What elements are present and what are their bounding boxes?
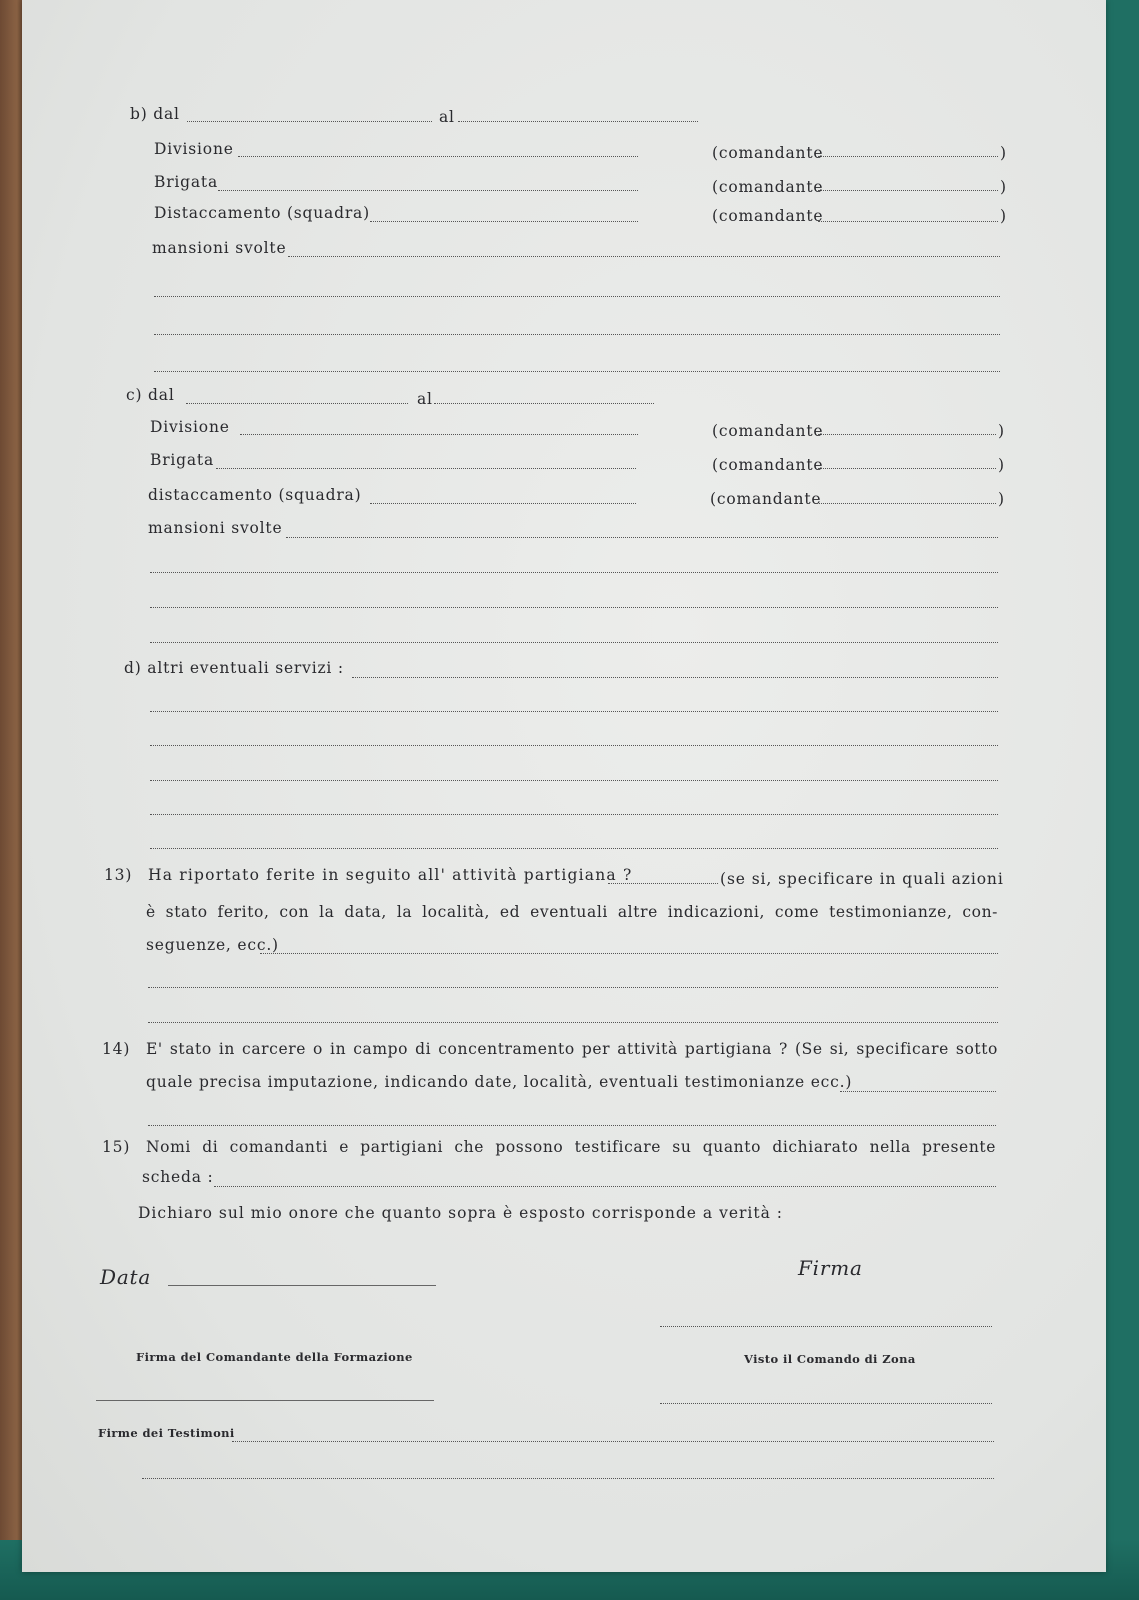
section-b-divisione-label: Divisione <box>154 140 234 158</box>
section-b-comandante-3: (comandante <box>712 207 824 225</box>
data-label: Data <box>100 1265 152 1289</box>
section-d-line[interactable] <box>150 745 998 746</box>
testimoni-line[interactable] <box>142 1478 994 1479</box>
section-b-comandante-2-field[interactable] <box>818 190 998 191</box>
q13-field[interactable] <box>260 953 998 954</box>
section-b-comandante-3-field[interactable] <box>818 221 998 222</box>
testimoni-label: Firme dei Testimoni <box>98 1426 235 1440</box>
section-c-line[interactable] <box>150 572 998 573</box>
q13-line2: è stato ferito, con la data, la località, ed eventuali altre indicazioni, come testimonianze, con- <box>146 903 998 921</box>
section-c-comandante-1-field[interactable] <box>818 434 996 435</box>
q15-number: 15) <box>102 1138 131 1156</box>
section-c-al-field[interactable] <box>434 403 654 404</box>
comandante-formazione-field[interactable] <box>96 1400 434 1401</box>
section-b-dal-field[interactable] <box>187 121 432 122</box>
q14-line[interactable] <box>148 1125 996 1126</box>
data-field[interactable] <box>168 1285 436 1286</box>
section-b-mansioni-label: mansioni svolte <box>152 239 287 257</box>
q13-number: 13) <box>104 866 133 884</box>
q15-line2: scheda : <box>142 1168 214 1186</box>
section-b-brigata-label: Brigata <box>154 173 218 191</box>
q13-line3: seguenze, ecc.) <box>146 936 279 954</box>
section-b-al-field[interactable] <box>458 121 698 122</box>
section-c-mansioni-field[interactable] <box>286 537 998 538</box>
q14-number: 14) <box>102 1040 131 1058</box>
q13-line[interactable] <box>148 1022 998 1023</box>
q13-line1-b: (se si, specificare in quali azioni <box>720 870 1004 888</box>
section-c-line[interactable] <box>150 607 998 608</box>
section-b-divisione-field[interactable] <box>238 156 638 157</box>
section-c-mansioni-label: mansioni svolte <box>148 519 283 537</box>
firma-field[interactable] <box>660 1326 992 1327</box>
section-b-distaccamento-label: Distaccamento (squadra) <box>154 204 370 222</box>
section-b-line[interactable] <box>154 296 1000 297</box>
section-b-mansioni-field[interactable] <box>288 256 1000 257</box>
paren: ) <box>1000 144 1007 162</box>
q13-line[interactable] <box>148 987 998 988</box>
section-c-al-label: al <box>417 390 433 408</box>
section-b-distaccamento-field[interactable] <box>370 221 638 222</box>
paren: ) <box>998 490 1005 508</box>
section-d-line[interactable] <box>150 848 998 849</box>
section-d-line[interactable] <box>150 814 998 815</box>
section-c-comandante-1: (comandante <box>712 422 824 440</box>
section-c-brigata-label: Brigata <box>150 451 214 469</box>
section-c-comandante-3: (comandante <box>710 490 822 508</box>
section-c-divisione-label: Divisione <box>150 418 230 436</box>
section-c-divisione-field[interactable] <box>240 434 638 435</box>
q14-field[interactable] <box>840 1091 996 1092</box>
paren: ) <box>1000 207 1007 225</box>
section-c-line[interactable] <box>150 642 998 643</box>
section-c-dal-label: c) dal <box>126 386 175 404</box>
section-c-distaccamento-field[interactable] <box>370 503 636 504</box>
q14-line2: quale precisa imputazione, indicando date, località, eventuali testimonianze ecc.) <box>146 1073 853 1091</box>
q13-answer-field[interactable] <box>608 883 718 884</box>
firma-label: Firma <box>798 1256 863 1280</box>
section-b-dal-label: b) dal <box>130 105 180 123</box>
section-b-comandante-2: (comandante <box>712 178 824 196</box>
q14-line1: E' stato in carcere o in campo di concentramento per attività partigiana ? (Se si, specificare sotto <box>146 1040 998 1058</box>
declaration-text: Dichiaro sul mio onore che quanto sopra è esposto corrisponde a verità : <box>138 1204 783 1222</box>
comando-zona-label: Visto il Comando di Zona <box>744 1352 916 1366</box>
section-b-brigata-field[interactable] <box>218 190 638 191</box>
form-sheet <box>22 0 1106 1572</box>
section-d-label: d) altri eventuali servizi : <box>124 659 344 677</box>
section-b-comandante-1: (comandante <box>712 144 824 162</box>
paren: ) <box>1000 178 1007 196</box>
section-d-line[interactable] <box>150 780 998 781</box>
section-d-line[interactable] <box>150 711 998 712</box>
comandante-formazione-label: Firma del Comandante della Formazione <box>136 1350 413 1364</box>
section-b-line[interactable] <box>154 334 1000 335</box>
q15-field[interactable] <box>214 1186 996 1187</box>
section-c-dal-field[interactable] <box>186 403 408 404</box>
section-b-line[interactable] <box>154 371 1000 372</box>
paren: ) <box>998 422 1005 440</box>
testimoni-field[interactable] <box>232 1441 994 1442</box>
q13-line1-a: Ha riportato ferite in seguito all' attività partigiana ? <box>148 866 633 884</box>
section-c-comandante-2-field[interactable] <box>818 468 996 469</box>
section-c-distaccamento-label: distaccamento (squadra) <box>148 486 362 504</box>
section-b-comandante-1-field[interactable] <box>818 156 998 157</box>
section-b-al-label: al <box>439 108 455 126</box>
section-d-field[interactable] <box>352 677 998 678</box>
section-c-comandante-3-field[interactable] <box>816 503 996 504</box>
section-c-brigata-field[interactable] <box>216 468 636 469</box>
section-c-comandante-2: (comandante <box>712 456 824 474</box>
paren: ) <box>998 456 1005 474</box>
comando-zona-field[interactable] <box>660 1403 992 1404</box>
q15-line1: Nomi di comandanti e partigiani che possono testificare su quanto dichiarato nella presente <box>146 1138 996 1156</box>
